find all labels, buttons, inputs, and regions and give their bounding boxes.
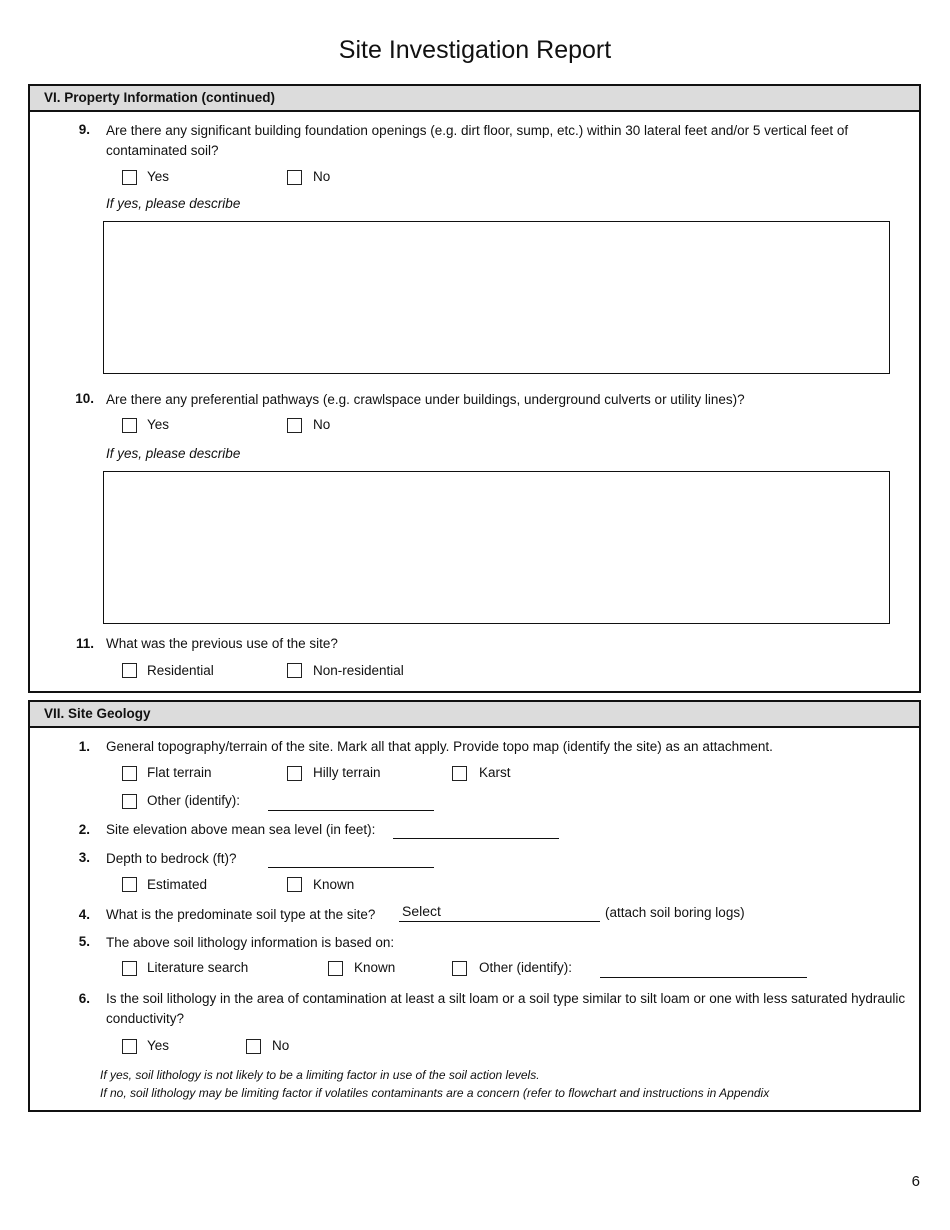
soil-boring-logs-note: (attach soil boring logs) xyxy=(605,905,745,920)
question-text: What is the predominate soil type at the site? xyxy=(106,907,376,922)
question-text: Is the soil lithology in the area of contamination at least a silt loam or a soil type similar to silt loam or one with less saturated hydraulic conductivity? xyxy=(106,991,906,1026)
question-number: 6. xyxy=(78,991,90,1006)
question-number: 1. xyxy=(78,739,90,754)
q6-no-checkbox[interactable] xyxy=(246,1039,261,1054)
soil-type-select-underline xyxy=(399,921,600,922)
karst-checkbox[interactable] xyxy=(452,766,467,781)
question-number: 3. xyxy=(78,850,90,865)
question-text: Are there any significant building foundation openings (e.g. dirt floor, sump, etc.) within 30 lateral feet and/or 5 vertical feet of contaminated soil? xyxy=(106,123,849,158)
known-checkbox[interactable] xyxy=(287,877,302,892)
q6-yes-label: Yes xyxy=(147,1038,170,1053)
hilly-terrain-label: Hilly terrain xyxy=(313,765,381,780)
question-text: What was the previous use of the site? xyxy=(106,636,338,651)
question-number: 2. xyxy=(78,822,90,837)
karst-label: Karst xyxy=(479,765,511,780)
soil-type-select[interactable]: Select xyxy=(402,903,441,919)
q9-description-textbox[interactable] xyxy=(103,221,890,374)
q6-yes-checkbox[interactable] xyxy=(122,1039,137,1054)
q11-non-residential-label: Non-residential xyxy=(313,663,404,678)
q10-description-textbox[interactable] xyxy=(103,471,890,624)
terrain-other-input[interactable] xyxy=(268,810,434,811)
lithology-other-input[interactable] xyxy=(600,977,807,978)
q6-no-label: No xyxy=(272,1038,290,1053)
estimated-label: Estimated xyxy=(147,877,208,892)
elevation-input[interactable] xyxy=(393,838,559,839)
question-text: Site elevation above mean sea level (in feet): xyxy=(106,822,376,837)
q9-describe-label: If yes, please describe xyxy=(106,196,241,211)
lithology-other-checkbox[interactable] xyxy=(452,961,467,976)
q10-yes-label: Yes xyxy=(147,417,170,432)
question-number: 5. xyxy=(78,934,90,949)
page-number: 6 xyxy=(911,1173,920,1190)
bedrock-depth-input[interactable] xyxy=(268,867,434,868)
question-number: 9. xyxy=(78,122,90,137)
section-property-information xyxy=(28,84,921,693)
lithology-other-label: Other (identify): xyxy=(479,960,573,975)
question-number: 10. xyxy=(75,391,94,406)
question-number: 4. xyxy=(78,907,90,922)
q10-no-label: No xyxy=(313,417,331,432)
q10-yes-checkbox[interactable] xyxy=(122,418,137,433)
section-heading: VII. Site Geology xyxy=(30,702,919,728)
flat-terrain-label: Flat terrain xyxy=(147,765,212,780)
literature-search-label: Literature search xyxy=(147,960,249,975)
question-number: 11. xyxy=(75,636,94,651)
section-site-geology xyxy=(28,700,921,1112)
lithology-known-checkbox[interactable] xyxy=(328,961,343,976)
literature-search-checkbox[interactable] xyxy=(122,961,137,976)
q11-residential-label: Residential xyxy=(147,663,214,678)
q10-no-checkbox[interactable] xyxy=(287,418,302,433)
lithology-known-label: Known xyxy=(354,960,396,975)
q9-yes-label: Yes xyxy=(147,169,170,184)
q9-no-label: No xyxy=(313,169,331,184)
q9-yes-checkbox[interactable] xyxy=(122,170,137,185)
q11-residential-checkbox[interactable] xyxy=(122,663,137,678)
q9-no-checkbox[interactable] xyxy=(287,170,302,185)
estimated-checkbox[interactable] xyxy=(122,877,137,892)
hilly-terrain-checkbox[interactable] xyxy=(287,766,302,781)
q10-describe-label: If yes, please describe xyxy=(106,446,241,461)
terrain-other-label: Other (identify): xyxy=(147,793,241,808)
question-text: General topography/terrain of the site. Mark all that apply. Provide topo map (identify the site) as an attachment. xyxy=(106,739,773,754)
lithology-note-yes: If yes, soil lithology is not likely to be a limiting factor in use of the soil action levels. xyxy=(100,1068,540,1082)
q11-non-residential-checkbox[interactable] xyxy=(287,663,302,678)
known-label: Known xyxy=(313,877,355,892)
flat-terrain-checkbox[interactable] xyxy=(122,766,137,781)
lithology-note-no: If no, soil lithology may be limiting factor if volatiles contaminants are a concern (refer to flowchart and instructions in Appendix xyxy=(100,1086,770,1100)
question-text: Are there any preferential pathways (e.g. crawlspace under buildings, underground culverts or utility lines)? xyxy=(106,392,745,407)
question-text: The above soil lithology information is based on: xyxy=(106,935,395,950)
question-text: Depth to bedrock (ft)? xyxy=(106,851,237,866)
terrain-other-checkbox[interactable] xyxy=(122,794,137,809)
section-heading: VI. Property Information (continued) xyxy=(30,86,919,112)
page-title: Site Investigation Report xyxy=(338,36,612,64)
